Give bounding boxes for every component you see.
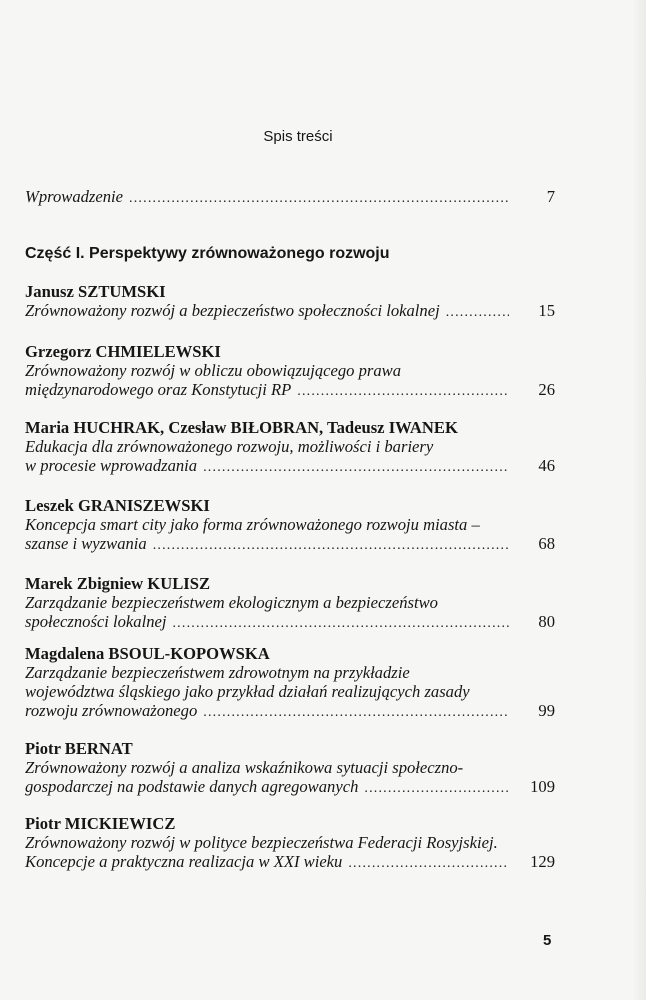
entry-author: Piotr MICKIEWICZ (25, 814, 176, 833)
dot-leader (129, 189, 509, 208)
page-number: 26 (538, 380, 555, 399)
folio-page-number: 5 (543, 932, 552, 949)
entry-title-line: międzynarodowego oraz Konstytucji RP (25, 380, 292, 399)
toc-entry (25, 418, 555, 477)
entry-author: Janusz SZTUMSKI (25, 282, 166, 301)
toc-entry (25, 282, 555, 322)
entry-title-line: Zrównoważony rozwój w obliczu obowiązującego prawa (25, 361, 402, 380)
page-number: 80 (538, 612, 555, 631)
entry-author: Marek Zbigniew KULISZ (25, 574, 211, 593)
entry-title-line: Koncepcja smart city jako forma zrównoważonego rozwoju miasta – (25, 515, 480, 534)
entry-title-line: Zrównoważony rozwój w polityce bezpieczeństwa Federacji Rosyjskiej. (25, 833, 498, 852)
entry-author: Magdalena BSOUL-KOPOWSKA (25, 644, 270, 663)
page-number: 15 (538, 301, 555, 320)
toc-entry (25, 814, 555, 873)
entry-author: Grzegorz CHMIELEWSKI (25, 342, 221, 361)
entry-title-line: szanse i wyzwania (25, 534, 147, 553)
dot-leader (348, 854, 509, 873)
entry-title-line: województwa śląskiego jako przykład działań realizujących zasady (25, 682, 470, 701)
dot-leader (446, 303, 509, 322)
entry-title-line: Edukacja dla zrównoważonego rozwoju, możliwości i bariery (25, 437, 434, 456)
dot-leader (203, 703, 509, 722)
entry-title-line: Zrównoważony rozwój a bezpieczeństwo społeczności lokalnej (25, 301, 440, 320)
page-number: 99 (538, 701, 555, 720)
entry-title-line: gospodarczej na podstawie danych agregowanych (25, 777, 359, 796)
entry-title-line: społeczności lokalnej (25, 612, 167, 631)
entry-title-line: Zarządzanie bezpieczeństwem zdrowotnym na przykładzie (25, 663, 410, 682)
entry-title-line: Koncepcje a praktyczna realizacja w XXI wieku (25, 852, 343, 871)
dot-leader (297, 382, 509, 401)
toc-entry (25, 342, 555, 401)
entry-title-line: Zrównoważony rozwój a analiza wskaźnikowa sytuacji społeczno- (25, 758, 464, 777)
entry-title-line: w procesie wprowadzania (25, 456, 198, 475)
page-edge-shadow (632, 0, 646, 1000)
page-number: 7 (546, 187, 555, 206)
entry-title-line: Zarządzanie bezpieczeństwem ekologicznym a bezpieczeństwo (25, 593, 438, 612)
entry-author: Leszek GRANISZEWSKI (25, 496, 210, 515)
page-number: 68 (538, 534, 555, 553)
dot-leader (172, 614, 509, 633)
entry-author: Piotr BERNAT (25, 739, 133, 758)
entry-title-line: rozwoju zrównoważonego (25, 701, 198, 720)
toc-entry (25, 644, 555, 722)
part-heading: Część I. Perspektywy zrównoważonego rozwoju (25, 245, 390, 262)
dot-leader (203, 458, 509, 477)
entry-author: Maria HUCHRAK, Czesław BIŁOBRAN, Tadeusz IWANEK (25, 418, 458, 437)
page-number: 129 (530, 852, 555, 871)
dot-leader (153, 536, 509, 555)
toc-entry-intro (25, 187, 555, 208)
page-number: 46 (538, 456, 555, 475)
entry-title: Wprowadzenie (25, 187, 124, 206)
dot-leader (364, 779, 509, 798)
toc-title: Spis treści (263, 128, 333, 145)
toc-entry (25, 496, 555, 555)
toc-entry (25, 739, 555, 798)
toc-entry (25, 574, 555, 633)
page-number: 109 (530, 777, 555, 796)
